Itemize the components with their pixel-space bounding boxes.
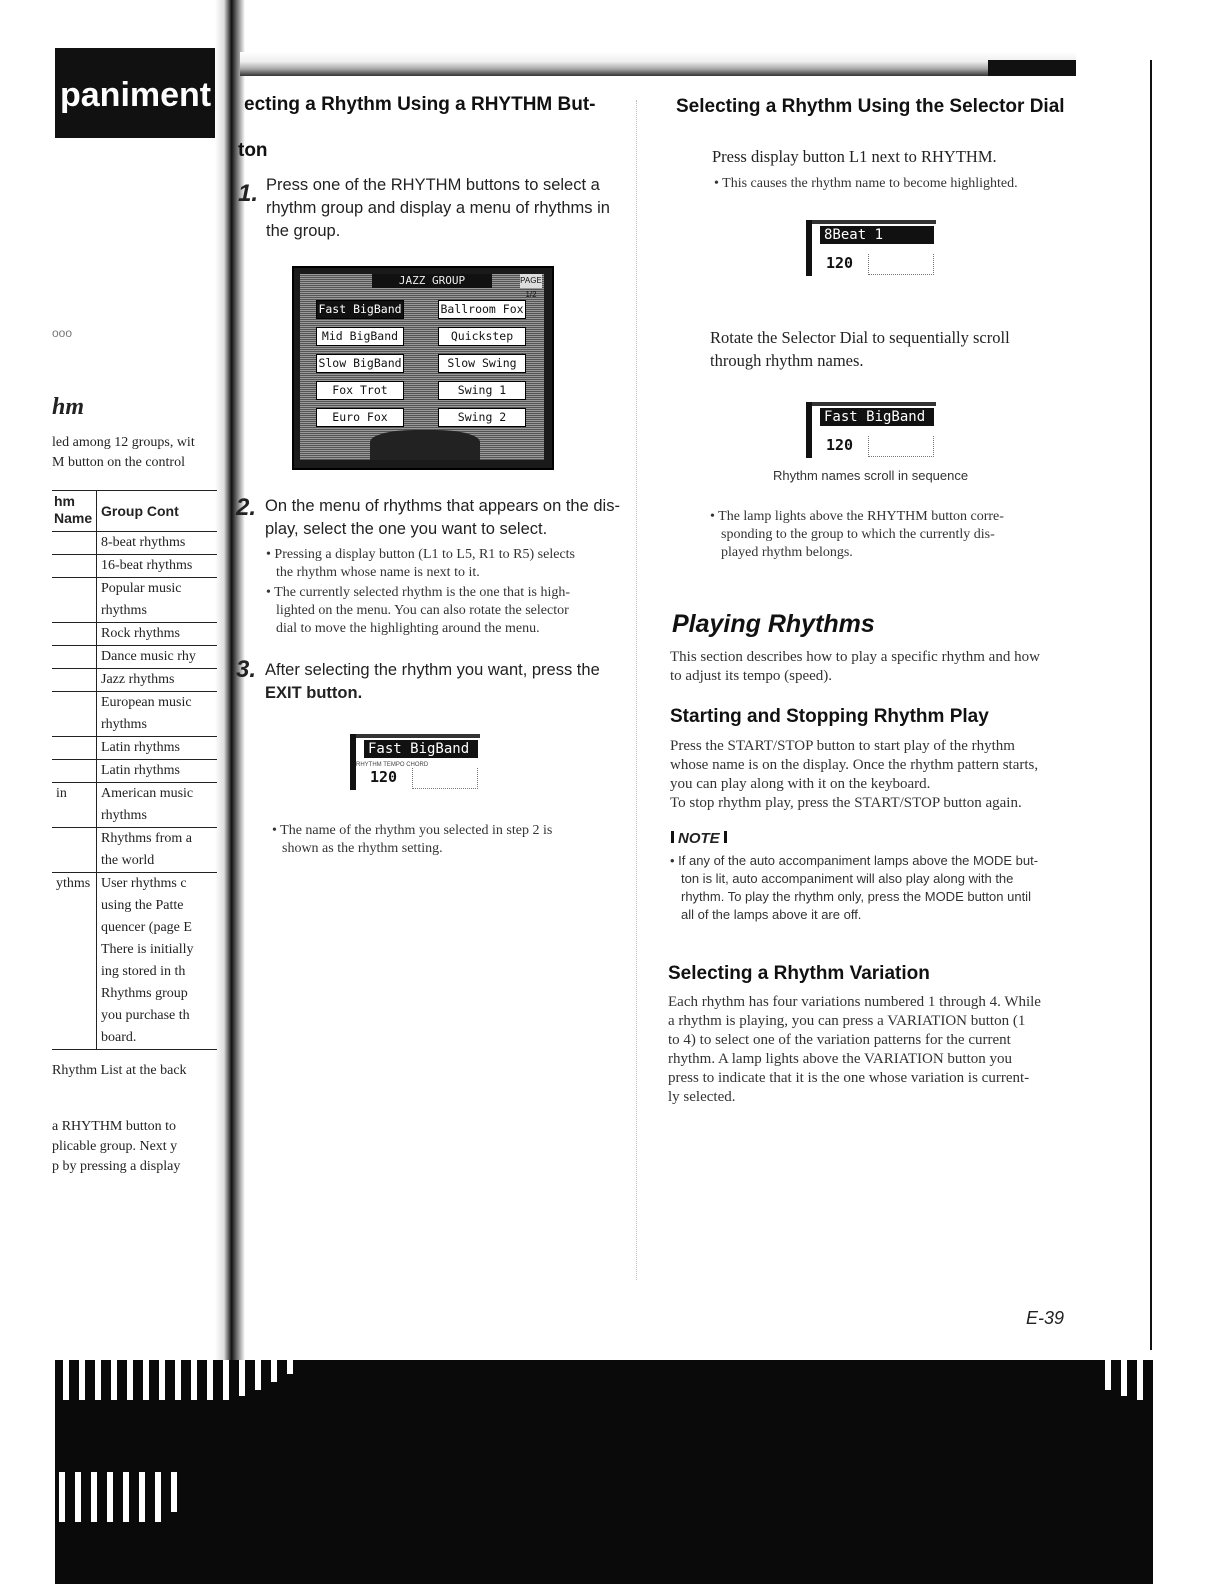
table-cell-group [97,828,218,873]
table-header-name: hm Name [52,491,97,532]
text-line: to adjust its tempo (speed). [670,668,833,684]
table-cell-group [97,669,218,692]
text-line: a rhythm is playing, you can press a VARIATION button (1 [668,1013,1026,1029]
table-cell-line: 8-beat rhythms [101,535,186,550]
step3-number: 3. [236,656,257,683]
table-cell-name [52,578,97,623]
table-cell-group [97,737,218,760]
text-line: ly selected. [668,1089,736,1105]
table-cell-line: rhythms [101,603,147,618]
step1-text [266,174,626,243]
dial-step2-text [710,326,1090,372]
lcd-rhythm-l5: Euro Fox [316,408,404,427]
table-cell-line: board. [101,1030,137,1045]
note-text: • If any of the auto accompaniment lamps above the MODE but- ton is lit, auto accompaniment will also play along with the rhythm. To play the rhythm only, press the MODE button until all of the lamps above it are off. [670,852,1080,924]
bullet-line: The currently selected rhythm is the one that is high- [274,585,571,600]
table-cell-line: Popular music [101,581,182,596]
table-cell-group [97,760,218,783]
table-cell-group [97,532,218,555]
text-line: Press the START/STOP button to start play of the rhythm [670,738,1015,754]
display-caption: Rhythm names scroll in sequence [773,468,969,483]
table-cell-group [97,783,218,828]
lcd-rhythm-l3: Slow BigBand [316,354,404,373]
bullet-line: lighted on the menu. You can also rotate the selector [276,603,569,618]
table-row [52,760,217,783]
column-divider [636,100,638,1280]
table-row [52,873,217,1050]
table-cell-line: 16-beat rhythms [101,558,193,573]
text-line: whose name is on the display. Once the rhythm pattern starts, [670,757,1039,773]
table-cell-line: Latin rhythms [101,740,180,755]
selector-dial-heading: Selecting a Rhythm Using the Selector Dial [676,96,1065,117]
left-page-header [55,48,220,138]
table-cell-line: European music [101,695,192,710]
left-footnote: Rhythm List at the back [52,1063,187,1078]
left-intro-2: M button on the control [52,455,185,470]
table-row [52,783,217,828]
table-cell-line: Latin rhythms [101,763,180,778]
dial-step1-bullet: • This causes the rhythm name to become highlighted. [714,176,1018,191]
left-section-title: hm [52,394,85,420]
step-line: through rhythm names. [710,351,864,370]
table-cell-line: American music [101,786,194,801]
scan-shadow [55,1360,1153,1584]
display-rhythm-name: Fast BigBand [364,740,478,758]
table-cell-line: quencer (page E [101,920,192,935]
step1-number: 1. [238,180,259,207]
lcd-rhythm-r2: Quickstep [438,327,526,346]
bullet-line: dial to move the highlighting around the menu. [276,621,540,636]
table-cell-line: There is initially [101,942,194,957]
table-cell-name [52,532,97,555]
rhythm-display-fastbigband [806,396,936,462]
table-cell-name [52,555,97,578]
step2-bullet-1: • Pressing a display button (L1 to L5, R1 to R5) selects the rhythm whose name is next to it. [266,546,626,582]
table-header-group: Group Cont [97,491,218,532]
step3-text [265,659,625,705]
display-tempo: 120 [370,768,398,786]
display-rhythm-name: Fast BigBand [820,408,934,426]
rhythm-display-step3 [350,728,480,794]
table-cell-group [97,578,218,623]
step2-line: play, select the one you want to select. [265,520,548,538]
note-title: NOTE [678,830,720,847]
start-stop-text [670,737,1080,813]
text-line: Each rhythm has four variations numbered 1 through 4. While [668,994,1041,1010]
bullet-line: played rhythm belongs. [721,545,853,560]
table-cell-line: using the Patte [101,898,184,913]
lcd-rhythm-r1: Ballroom Fox [438,300,526,319]
rhythm-display-8beat [806,214,936,280]
table-cell-line: Jazz rhythms [101,672,175,687]
table-cell-group [97,555,218,578]
table-row [52,555,217,578]
rhythm-button-heading: ecting a Rhythm Using a RHYTHM But- [244,94,596,115]
step1-line: the group. [266,222,341,240]
step2-bullet-2: • The currently selected rhythm is the one that is high- lighted on the menu. You can also rotate the selector dial to move the highlighting around the menu. [266,584,626,638]
step1-line: Press one of the RHYTHM buttons to select a [266,176,600,194]
table-header-row [52,491,217,532]
note-line: all of the lamps above it are off. [681,907,862,922]
table-row [52,737,217,760]
lcd-rhythm-l1: Fast BigBand [316,300,404,319]
page-edge-line [1150,60,1152,1350]
jazz-group-lcd-screen [292,266,554,470]
text-line: press to indicate that it is the one whose variation is current- [668,1070,1030,1086]
note-line: shown as the rhythm setting. [282,841,443,856]
lcd-group-title: JAZZ GROUP [372,274,492,288]
display-tempo: 120 [826,254,854,272]
table-cell-group [97,692,218,737]
note-line: rhythm. To play the rhythm only, press the MODE button until [681,889,1031,904]
left-bottom-3: p by pressing a display [52,1159,181,1174]
left-header-text: paniment [60,76,212,114]
step3-line: After selecting the rhythm you want, press the [265,661,600,679]
table-cell-group [97,873,218,1050]
rhythm-group-table [52,490,217,1050]
lcd-rhythm-r4: Swing 1 [438,381,526,400]
table-cell-line: you purchase th [101,1008,190,1023]
playing-rhythms-text [670,648,1080,686]
note-line: If any of the auto accompaniment lamps above the MODE but- [678,853,1039,868]
table-row [52,669,217,692]
text-line: This section describes how to play a specific rhythm and how [670,649,1040,665]
table-cell-name [52,737,97,760]
table-row [52,532,217,555]
table-cell-name [52,646,97,669]
table-cell-name [52,760,97,783]
text-line: you can play along with it on the keyboard. [670,776,931,792]
step2-number: 2. [236,494,257,521]
variation-text [668,993,1080,1107]
table-cell-name [52,692,97,737]
table-cell-line: ing stored in th [101,964,186,979]
table-cell-line: Rock rhythms [101,626,180,641]
step-line: Rotate the Selector Dial to sequentially scroll [710,328,1010,347]
table-row [52,646,217,669]
lcd-rhythm-r3: Slow Swing [438,354,526,373]
lcd-page-indicator: PAGE 1/2 [520,276,542,299]
table-cell-line: Rhythms from a [101,831,192,846]
variation-heading: Selecting a Rhythm Variation [668,963,930,984]
step2-text [265,495,625,541]
display-tempo: 120 [826,436,854,454]
left-intro-1: led among 12 groups, wit [52,435,195,450]
table-row [52,828,217,873]
note-heading [671,830,727,847]
left-bottom-1: a RHYTHM button to [52,1119,177,1134]
left-bottom-2: plicable group. Next y [52,1139,178,1154]
step3-line: EXIT button. [265,684,363,702]
page-number: E-39 [1026,1308,1065,1328]
dial-step1-text: Press display button L1 next to RHYTHM. [712,147,997,166]
text-line: To stop rhythm play, press the START/STOP button again. [670,795,1022,811]
lamp-bullet: • The lamp lights above the RHYTHM button corre- sponding to the group to which the currently dis- played rhythm belongs. [710,508,1090,562]
display-field-labels: RHYTHM TEMPO CHORD [356,762,429,768]
page-header-band [240,52,1076,76]
table-cell-line: rhythms [101,717,147,732]
table-cell-name [52,828,97,873]
table-cell-group [97,646,218,669]
table-cell-name: in [52,783,97,828]
step3-note: • The name of the rhythm you selected in step 2 is shown as the rhythm setting. [272,822,632,858]
table-cell-name [52,669,97,692]
jazz-band-illustration [370,430,480,460]
display-rhythm-name: 8Beat 1 [820,226,934,244]
note-line: ton is lit, auto accompaniment will also play along with the [681,871,1014,886]
page-header-arrow-marks [988,60,1076,76]
text-line: to 4) to select one of the variation patterns for the current [668,1032,1011,1048]
bullet-line: The lamp lights above the RHYTHM button corre- [718,509,1004,524]
start-stop-heading: Starting and Stopping Rhythm Play [670,706,989,727]
lcd-rhythm-l2: Mid BigBand [316,327,404,346]
bullet-line: sponding to the group to which the currently dis- [721,527,995,542]
table-row [52,578,217,623]
bullet-line: This causes the rhythm name to become highlighted. [722,176,1018,191]
playing-rhythms-title: Playing Rhythms [672,610,875,638]
table-cell-line: Rhythms group [101,986,188,1001]
table-cell-group [97,623,218,646]
table-cell-line: User rhythms c [101,876,187,891]
left-o-label: ooo [52,326,73,340]
table-cell-name [52,623,97,646]
note-line: The name of the rhythm you selected in step 2 is [280,823,553,838]
step1-line: rhythm group and display a menu of rhythms in [266,199,610,217]
lcd-rhythm-r5: Swing 2 [438,408,526,427]
table-cell-line: the world [101,853,155,868]
bullet-line: the rhythm whose name is next to it. [276,565,480,580]
table-cell-line: rhythms [101,808,147,823]
text-line: rhythm. A lamp lights above the VARIATION button you [668,1051,1013,1067]
step2-line: On the menu of rhythms that appears on the dis- [265,497,620,515]
table-cell-name: ythms [52,873,97,1050]
table-row [52,623,217,646]
bullet-line: Pressing a display button (L1 to L5, R1 to R5) selects [274,547,575,562]
table-row [52,692,217,737]
lcd-rhythm-l4: Fox Trot [316,381,404,400]
rhythm-button-heading-cont: ton [238,140,268,161]
table-cell-line: Dance music rhy [101,649,196,664]
